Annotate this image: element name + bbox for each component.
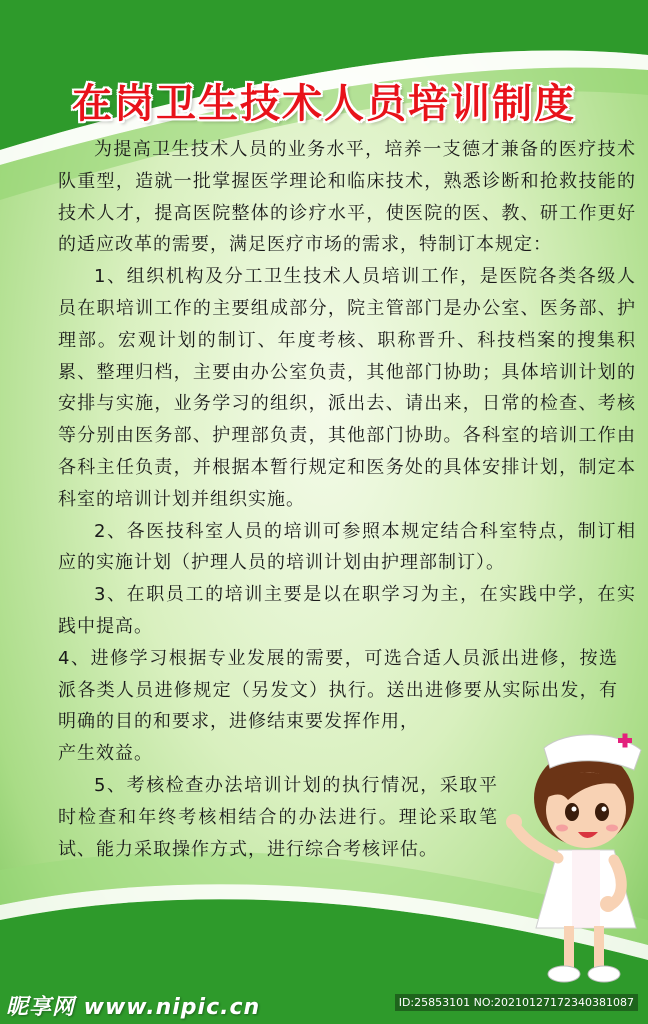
watermark-logo: 昵享网 www.nipic.cn (6, 995, 261, 1020)
item-4-end: 产生效益。 (58, 743, 153, 765)
watermark-id: ID:25853101 NO:20210127172340381087 (395, 994, 638, 1011)
item-5-paragraph: 5、考核检查办法培训计划的执行情况，采取平时检查和年终考核相结合的办法进行。理论采取笔试、能力采取操作方式，进行综合考核评估。 (58, 774, 498, 860)
intro-paragraph: 为提高卫生技术人员的业务水平，培养一支德才兼备的医疗技术队重型，造就一批掌握医学理论和临床技术，熟悉诊断和抢救技能的技术人才，提高医院整体的诊疗水平，使医院的医、教、研工作更好的适应改革的需要，满足医疗市场的需求，特制订本规定： (58, 139, 636, 256)
page-title: 在岗卫生技术人员培训制度 (72, 81, 576, 127)
item-4-paragraph: 4、进修学习根据专业发展的需要，可选合适人员派出进修，按选派各类人员进修规定（另发文）执行。送出进修要从实际出发，有明确的目的和要求，进修结束要发挥作用， (58, 647, 618, 733)
item-1-paragraph: 1、组织机构及分工卫生技术人员培训工作，是医院各类各级人员在职培训工作的主要组成部分，院主管部门是办公室、医务部、护理部。宏观计划的制订、年度考核、职称晋升、科技档案的搜集积累、整理归档，主要由办公室负责，其他部门协助；具体培训计划的安排与实施，业务学习的组织，派出去、请出来，日常的检查、考核等分别由医务部、护理部负责，其他部门协助。各科室的培训工作由各科主任负责，并根据本暂行规定和医务处的具体安排计划，制定本科室的培训计划并组织实施。 (58, 266, 636, 510)
item-3-paragraph: 3、在职员工的培训主要是以在职学习为主，在实践中学，在实践中提高。 (58, 584, 636, 637)
nurse-cartoon-icon (506, 728, 648, 990)
item-2-paragraph: 2、各医技科室人员的培训可参照本规定结合科室特点，制订相应的实施计划（护理人员的培训计划由护理部制订）。 (58, 520, 636, 574)
